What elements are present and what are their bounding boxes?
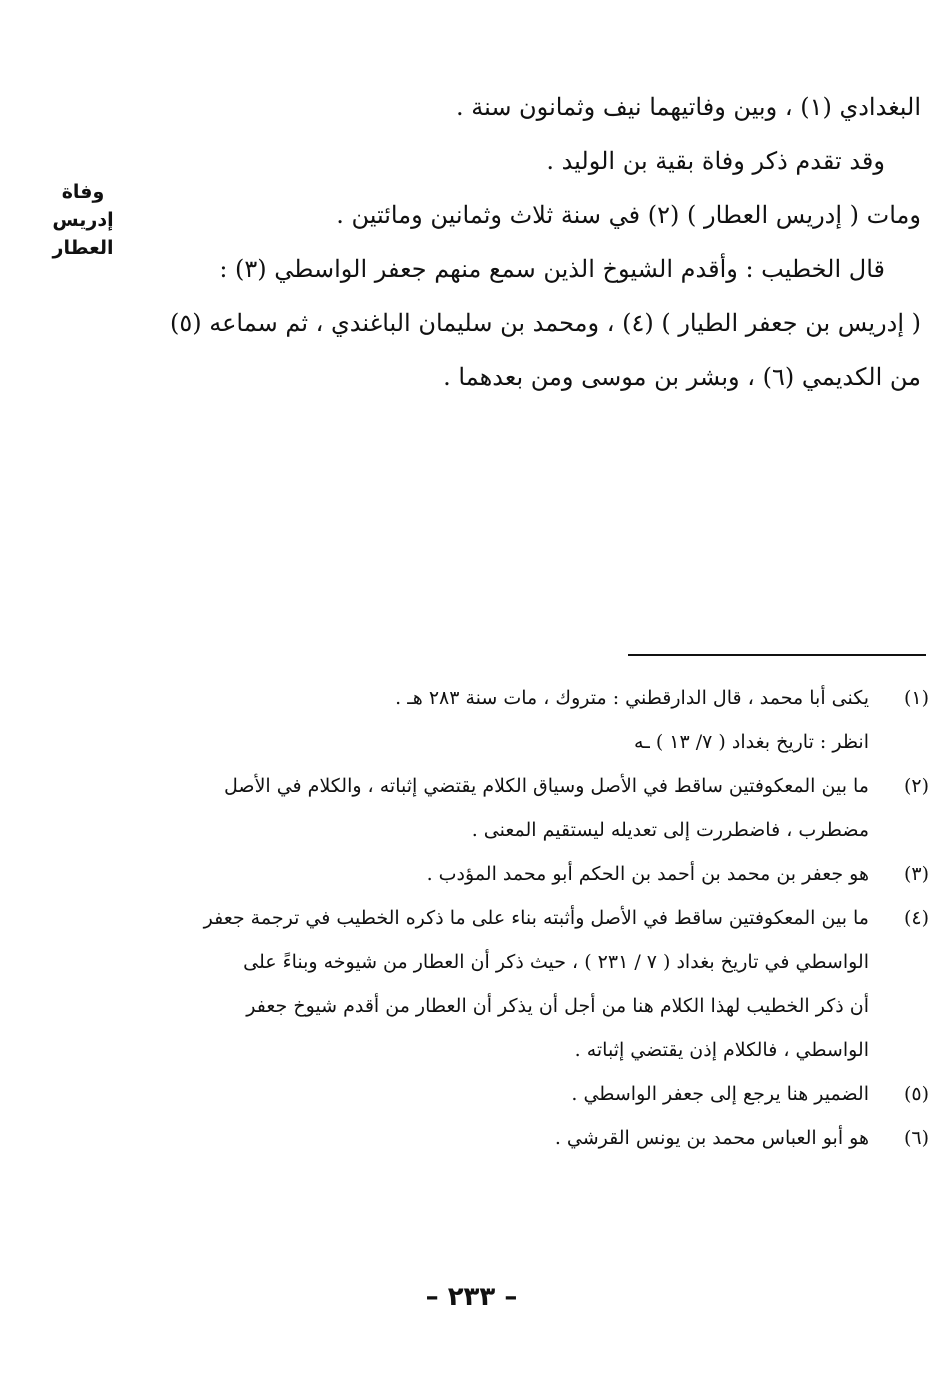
footnote-line: الضمير هنا يرجع إلى جعفر الواسطي . [571,1083,869,1105]
footnote [159,764,929,852]
main-text-line: ( إدريس بن جعفر الطيار ) (٤) ، ومحمد بن سليمان الباغندي ، ثم سماعه (٥) [169,309,921,337]
footnote-line: يكنى أبا محمد ، قال الدارقطني : متروك ، مات سنة ٢٨٣ هـ . [395,687,869,709]
main-text-line: قال الخطيب : وأقدم الشيوخ الذين سمع منهم جعفر الواسطي (٣) : [219,255,885,283]
footnote-text [159,852,869,896]
margin-heading [28,178,138,262]
footnote-number: (١) [903,687,929,709]
footnote [159,1072,929,1116]
main-text-line: وقد تقدم ذكر وفاة بقية بن الوليد . [546,147,885,175]
footnote-line: الواسطي في تاريخ بغداد ( ٧ / ٢٣١ ) ، حيث ذكر أن العطار من شيوخه وبناءً على [243,951,869,973]
footnote-line: انظر : تاريخ بغداد ( ٧/ ١٣ ) ـه [634,731,869,753]
footnote-number: (٢) [903,775,929,797]
main-text [151,80,921,404]
footnote [159,1116,929,1160]
footnote-number: (٥) [903,1083,929,1105]
footnote-number: (٤) [903,907,929,929]
footnote-number: (٣) [903,863,929,885]
footnote-number: (٦) [903,1127,929,1149]
page-number: – ٢٣٣ – [425,1282,518,1312]
footnote-line: هو جعفر بن محمد بن أحمد بن الحكم أبو محمد المؤدب . [426,863,869,885]
main-text-line: من الكديمي (٦) ، وبشر بن موسى ومن بعدهما . [443,363,921,391]
footnote-separator [628,654,926,656]
footnote [159,896,929,1072]
footnote-line: مضطرب ، فاضطررت إلى تعديله ليستقيم المعنى . [471,819,869,841]
main-text-line: ومات ( إدريس العطار ) (٢) في سنة ثلاث وثمانين ومائتين . [336,201,921,229]
margin-heading-line: وفاة إدريس [52,181,114,231]
footnote-text [159,1072,869,1116]
main-text-line: البغدادي (١) ، وبين وفاتيهما نيف وثمانون سنة . [455,93,921,121]
margin-heading-line: العطار [52,237,114,259]
footnote-text [159,1116,869,1160]
footnote [159,676,929,764]
footnote [159,852,929,896]
footnote-line: ما بين المعكوفتين ساقط في الأصل وأثبته بناء على ما ذكره الخطيب في ترجمة جعفر [203,907,869,929]
footnote-line: ما بين المعكوفتين ساقط في الأصل وسياق الكلام يقتضي إثباته ، والكلام في الأصل [224,775,869,797]
footnote-text [159,896,869,1072]
footnote-line: أن ذكر الخطيب لهذا الكلام هنا من أجل أن يذكر أن العطار من أقدم شيوخ جعفر [246,995,869,1017]
footnotes [159,676,929,1160]
footnote-text [159,676,869,764]
footnote-line: هو أبو العباس محمد بن يونس القرشي . [554,1127,869,1149]
footnote-line: الواسطي ، فالكلام إذن يقتضي إثباته . [574,1039,869,1061]
footnote-text [159,764,869,852]
